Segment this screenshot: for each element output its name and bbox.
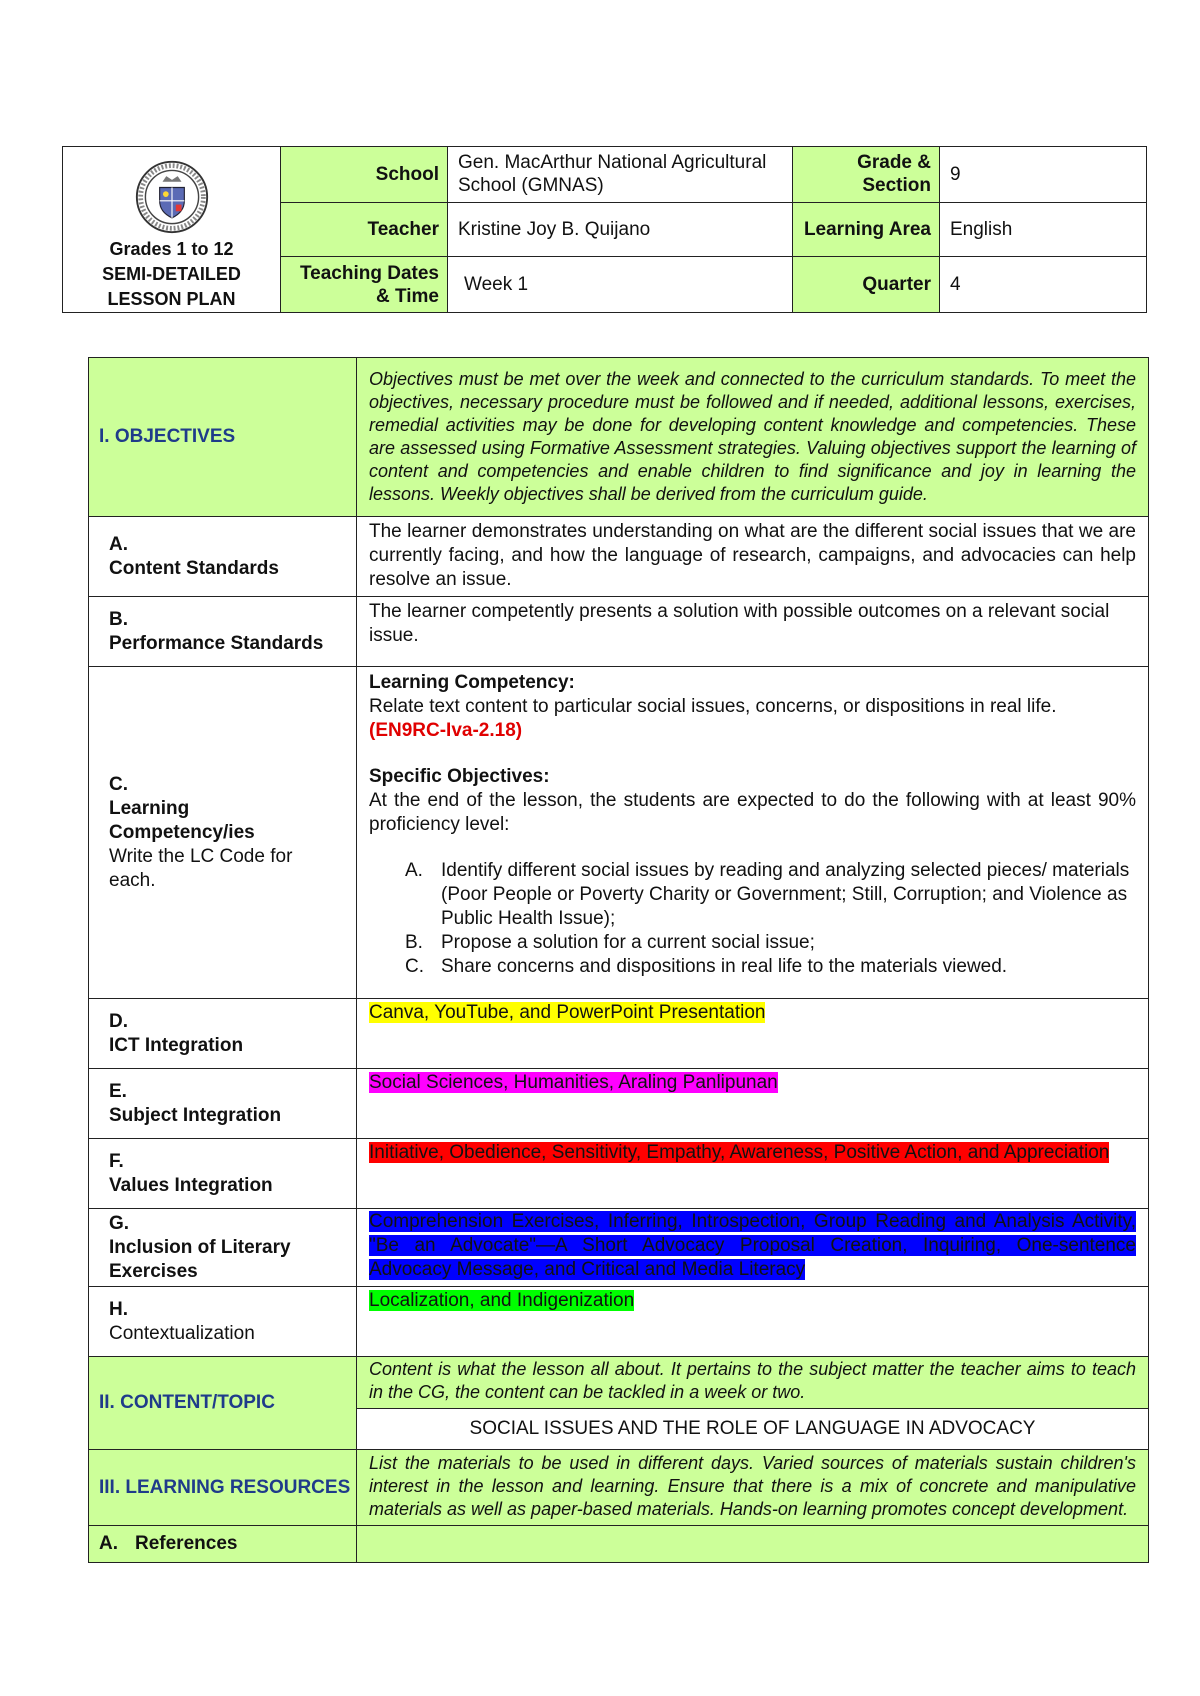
teacher-value: Kristine Joy B. Quijano [448,202,793,257]
plan-type-line-2: LESSON PLAN [107,289,236,309]
contextualization-text: Localization, and Indigenization [369,1290,635,1311]
lc-code-instruction: Write the LC Code for each. [109,845,293,891]
literary-exercises-text: Comprehension Exercises, Inferring, Introspection, Group Reading and Analysis Activity, "Be an Advocate"—A Short Advocacy Proposal Creation, Inquiring, One-sentence Advocacy Message, and Critical and Media Literacy [369,1211,1136,1280]
specific-objectives-title: Specific Objectives: [369,766,550,787]
logo-cell [63,147,281,313]
content-standards-text: The learner demonstrates understanding on what are the different social issues that we are currently facing, and how the language of research, campaigns, and advocacies can help resolve an issue. [357,517,1149,597]
contextualization-cell [357,1287,1149,1357]
learning-competency-content [357,667,1149,999]
teacher-label: Teacher [281,202,448,257]
list-item: C. Share concerns and dispositions in real life to the materials viewed. [405,956,1008,977]
learning-competency-label: C.Learning Competency/ies Write the LC Code for each. [89,667,357,999]
list-item: A. Identify different social issues by reading and analyzing selected pieces/ materials (Poor People or Poverty Charity or Government; Still, Corruption; and Violence as Public Health Issue); [405,860,1130,929]
grades-label: Grades 1 to 12 [109,239,234,259]
school-label: School [281,147,448,203]
lc-label-text: Learning Competency/ies [109,797,255,843]
objectives-heading: I. OBJECTIVES [89,358,357,517]
school-value: Gen. MacArthur National Agricultural School (GMNAS) [448,147,793,203]
learning-area-value: English [940,202,1147,257]
teaching-dates-value: Week 1 [448,257,793,313]
deped-seal-icon [134,159,210,235]
lc-statement: Relate text content to particular social issues, concerns, or dispositions in real life. (EN9RC-Iva-2.18) [369,696,1057,741]
references-label: A. References [89,1526,357,1563]
contextualization-label: H.Contextualization [89,1287,357,1357]
references-cell [357,1526,1149,1563]
subject-integration-label: E.Subject Integration [89,1069,357,1139]
plan-type-line-1: SEMI-DETAILED [102,264,241,284]
lc-code: (EN9RC-Iva-2.18) [369,720,523,741]
performance-standards-text: The learner competently presents a solution with possible outcomes on a relevant social issue. [357,597,1149,667]
topic-title: SOCIAL ISSUES AND THE ROLE OF LANGUAGE IN ADVOCACY [357,1409,1149,1450]
quarter-label: Quarter [793,257,940,313]
list-item: B. Propose a solution for a current social issue; [405,932,815,953]
content-topic-note: Content is what the lesson all about. It pertains to the subject matter the teacher aims to teach in the CG, the content can be tackled in a week or two. [357,1357,1149,1409]
grade-section-value: 9 [940,147,1147,203]
specific-objectives-intro: At the end of the lesson, the students are expected to do the following with at least 90% proficiency level: [369,790,1136,835]
header-table [62,146,1147,313]
content-standards-label: A.Content Standards [89,517,357,597]
objectives-note: Objectives must be met over the week and connected to the curriculum standards. To meet the objectives, necessary procedure must be followed and if needed, additional lessons, exercises, remedial activities may be done for developing content knowledge and competencies. These are assessed using Formative Assessment strategies. Valuing objectives support the learning of content and competencies and enable children to find significance and joy in learning the lessons. Weekly objectives shall be derived from the curriculum guide. [357,358,1149,517]
specific-objectives-list [369,859,1136,979]
teaching-dates-label: Teaching Dates & Time [281,257,448,313]
ict-integration-label: D.ICT Integration [89,999,357,1069]
subject-integration-text: Social Sciences, Humanities, Araling Panlipunan [369,1072,778,1093]
literary-exercises-label: G.Inclusion of Literary Exercises [89,1209,357,1287]
quarter-value: 4 [940,257,1147,313]
values-integration-label: F.Values Integration [89,1139,357,1209]
learning-area-label: Learning Area [793,202,940,257]
ict-integration-cell [357,999,1149,1069]
content-topic-heading: II. CONTENT/TOPIC [89,1357,357,1450]
values-integration-text: Initiative, Obedience, Sensitivity, Empathy, Awareness, Positive Action, and Appreciation [369,1142,1110,1163]
ict-integration-text: Canva, YouTube, and PowerPoint Presentation [369,1002,766,1023]
learning-resources-heading: III. LEARNING RESOURCES [89,1450,357,1526]
lc-title: Learning Competency: [369,672,575,693]
subject-integration-cell [357,1069,1149,1139]
literary-exercises-cell [357,1209,1149,1287]
values-integration-cell [357,1139,1149,1209]
lesson-plan-table [88,357,1149,1563]
learning-resources-note: List the materials to be used in different days. Varied sources of materials sustain children's interest in the lesson and learning. Ensure that there is a mix of concrete and manipulative materials as well as paper-based materials. Hands-on learning promotes concept development. [357,1450,1149,1526]
performance-standards-label: B.Performance Standards [89,597,357,667]
grade-section-label: Grade & Section [793,147,940,203]
